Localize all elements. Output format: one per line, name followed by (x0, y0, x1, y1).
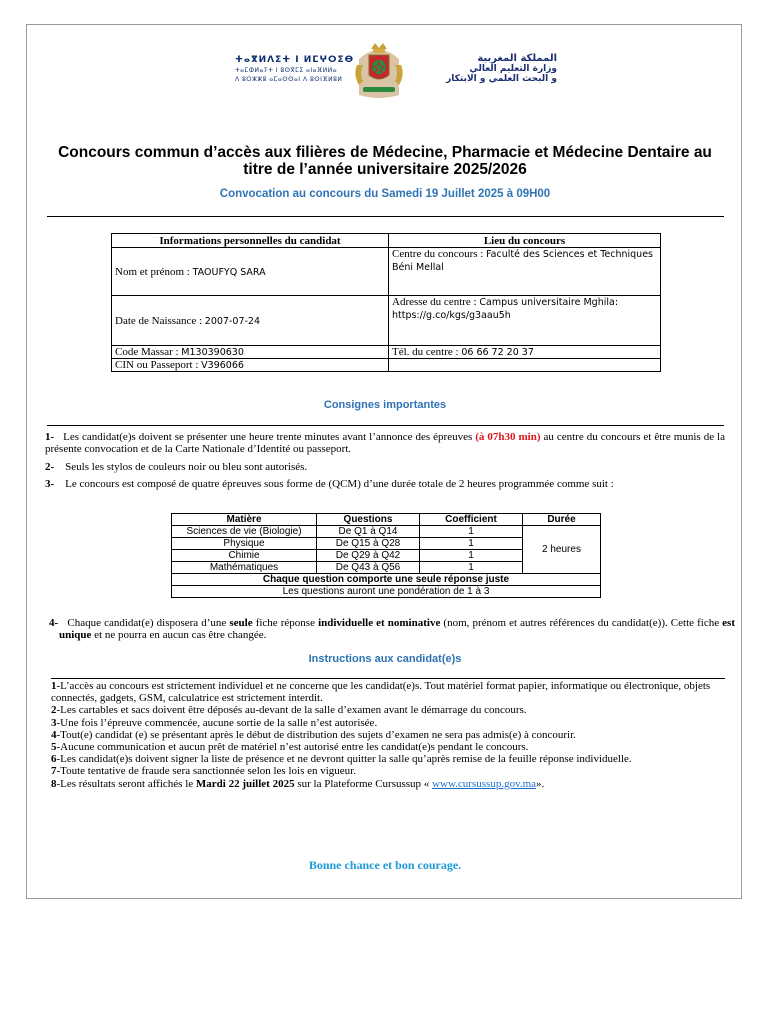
logo-left-line3: ⴷ ⵓⵔⵣⵣⵓ ⴰⵎⴰⵙⵙⴰⵏ ⴷ ⵓⵙⵏⴼⵍⵓⵍ (235, 76, 343, 83)
subject-cell: Sciences de vie (Biologie) (172, 526, 317, 538)
table-row (172, 574, 601, 586)
list-item (51, 765, 723, 777)
duration-cell: 2 heures (523, 526, 601, 574)
empty-cell (389, 359, 661, 372)
item-text: -Aucune communication et aucun prêt de matériel n’est autorisé entre les candidat(e)s pendant le concours. (56, 741, 529, 754)
item-text: Le concours est composé de quatre épreuves sous forme de (QCM) d’une durée totale de 2 heures programmée comme suit : (65, 478, 614, 490)
logo-left-line2: ⵜⴰⵎⵀⵍⴰⵢⵜ ⵏ ⵓⵙⴳⵎⵉ ⴰⵏⴰⴼⵍⵍⴰ (235, 67, 338, 74)
item-number: 8 (51, 777, 57, 790)
dob-label: Date de Naissance : (115, 314, 205, 327)
center-label: Centre du concours : (392, 248, 487, 260)
table-row (112, 248, 661, 296)
questions-cell: De Q1 à Q14 (317, 526, 420, 538)
cin-cell (112, 359, 389, 372)
item-number: 4 (51, 728, 57, 741)
item-number: 2- (45, 461, 55, 473)
questions-cell: De Q15 à Q28 (317, 538, 420, 550)
consignes-heading: Consignes importantes (323, 399, 447, 411)
convocation-page (26, 24, 742, 899)
table-row (172, 526, 601, 538)
item-text: -L’accès au concours est strictement individuel et ne concerne que les candidat(e)s. Tout matériel format papier, informatique ou électronique, objets connectés, gadgets, GSM, calculatrice est strictement interdit. (51, 680, 711, 705)
questions-cell: De Q43 à Q56 (317, 562, 420, 574)
coefficient-cell: 1 (420, 562, 523, 574)
table-header-row (172, 514, 601, 526)
exam-center-cell (389, 248, 661, 296)
col-header-coefficient: Coefficient (420, 514, 523, 526)
logo-right-line2: وزارة التعليم العالي (469, 64, 557, 74)
closing-message: Bonne chance et bon courage. (308, 858, 462, 872)
item-text: Seuls les stylos de couleurs noir ou bleu sont autorisés. (65, 461, 308, 473)
item-text: et ne pourra en aucun cas être changée. (91, 629, 267, 641)
page-title: Concours commun d’accès aux filières de Médecine, Pharmacie et Médecine Dentaire au titre de l’année universitaire 2025/2026 (58, 144, 712, 178)
massar-label: Code Massar : (115, 346, 182, 358)
logo-left-line1: ⵜⴰⴳⵍⴷⵉⵜ ⵏ ⵍⵎⵖⵔⵉⴱ (235, 55, 355, 65)
subject-cell: Chimie (172, 550, 317, 562)
item-text: sur la Plateforme Cursussup « (294, 777, 433, 790)
item-number: 3- (45, 478, 55, 490)
exam-schedule-table (171, 513, 601, 598)
massar-value: M130390630 (181, 347, 244, 358)
cursussup-link[interactable]: www.cursussup.gov.ma (432, 777, 537, 790)
item-text: -Tout(e) candidat (e) se présentant après le début de distribution des sujets d’examen ne sera pas admis(e) à concourir. (56, 728, 576, 741)
item-text: au centre du concours et être munis de la présente convocation et de la Carte Nationale d’Identité ou passeport. (45, 431, 725, 455)
col-header-questions: Questions (317, 514, 420, 526)
divider (47, 216, 724, 217)
item-emphasis: individuelle et nominative (318, 617, 441, 629)
center-address-cell (389, 296, 661, 346)
col-header-exam-location: Lieu du concours (389, 234, 661, 248)
consigne-item-3 (45, 478, 725, 490)
table-header-row (112, 234, 661, 248)
item-number: 1- (45, 431, 55, 443)
instructions-list (51, 680, 723, 790)
col-header-subject: Matière (172, 514, 317, 526)
convocation-date: Convocation au concours du Samedi 19 Juillet 2025 à 09H00 (219, 188, 551, 200)
item-text: fiche réponse (252, 617, 319, 629)
item-number: 5 (51, 741, 57, 754)
cin-label: CIN ou Passeport : (115, 359, 202, 371)
subject-cell: Mathématiques (172, 562, 317, 574)
coefficient-cell: 1 (420, 538, 523, 550)
col-header-duration: Durée (523, 514, 601, 526)
item-number: 6 (51, 753, 57, 766)
divider (47, 425, 724, 426)
item-emphasis: seule (229, 617, 253, 629)
questions-cell: De Q29 à Q42 (317, 550, 420, 562)
table-row (112, 359, 661, 372)
center-value: Faculté des Sciences et Techniques Béni Mellal (392, 249, 653, 273)
list-item (51, 729, 723, 741)
logo-right-line1: المملكة المغربية (477, 53, 557, 64)
birth-date-cell (112, 296, 389, 346)
item-text: Les candidat(e)s doivent se présenter une heure trente minutes avant l’annonce des épreuves (63, 431, 476, 443)
single-answer-note: Chaque question comporte une seule réponse juste (172, 574, 601, 586)
candidate-info-table (111, 233, 661, 372)
item-text: -Les candidat(e)s doivent signer la liste de présence et ne devront quitter la salle qu’après remise de la feuille réponse individuelle. (56, 753, 632, 766)
consigne-item-2 (45, 461, 725, 473)
name-label: Nom et prénom : (115, 265, 193, 278)
item-text: -Une fois l’épreuve commencée, aucune sortie de la salle n’est autorisée. (56, 716, 378, 729)
item-number: 7 (51, 765, 57, 778)
item-emphasis: est unique (59, 617, 735, 641)
item-text: ». (536, 777, 545, 790)
center-phone-cell (389, 346, 661, 359)
candidate-name-cell (112, 248, 389, 296)
weighting-note: Les questions auront une pondération de 1 à 3 (172, 586, 601, 598)
address-value: Campus universitaire Mghila: https://g.co/kgs/g3aau5h (392, 297, 619, 321)
table-row (172, 586, 601, 598)
item-text: Chaque candidat(e) disposera d’une (67, 617, 230, 629)
list-item (51, 680, 723, 704)
arrival-time: (à 07h30 min) (475, 431, 541, 443)
item-number: 4- (49, 617, 59, 629)
list-item (51, 704, 723, 716)
list-item (51, 753, 723, 765)
name-value: TAOUFYQ SARA (192, 266, 266, 278)
consigne-item-1 (45, 431, 725, 455)
item-text: (nom, prénom et autres références du candidat(e)). Cette fiche (440, 617, 723, 629)
item-number: 3 (51, 716, 57, 729)
address-label: Adresse du centre : (392, 296, 480, 308)
coat-of-arms-icon (349, 41, 409, 101)
logo-right-line3: و البحث العلمي و الابتكار (446, 74, 557, 84)
subject-cell: Physique (172, 538, 317, 550)
massar-code-cell (112, 346, 389, 359)
consigne-item-4 (49, 617, 735, 641)
cin-value: V396066 (201, 360, 244, 371)
coefficient-cell: 1 (420, 526, 523, 538)
item-number: 1 (51, 680, 57, 692)
results-date: Mardi 22 juillet 2025 (195, 777, 295, 790)
table-row (112, 346, 661, 359)
coefficient-cell: 1 (420, 550, 523, 562)
item-text: -Toute tentative de fraude sera sanctionnée selon les lois en vigueur. (56, 765, 356, 778)
phone-label: Tél. du centre : (392, 346, 462, 358)
ministry-logo-arabic (417, 53, 557, 93)
col-header-personal-info: Informations personnelles du candidat (112, 234, 389, 248)
dob-value: 2007-07-24 (204, 315, 261, 327)
list-item (51, 778, 723, 790)
instructions-heading: Instructions aux candidat(e)s (308, 653, 462, 665)
item-text: -Les résultats seront affichés le (56, 777, 196, 790)
item-text: -Les cartables et sacs doivent être déposés au-devant de la salle d’examen avant le démarrage du concours. (56, 704, 527, 717)
list-item (51, 717, 723, 729)
phone-value: 06 66 72 20 37 (461, 347, 534, 358)
table-row (112, 296, 661, 346)
ministry-logo-tifinagh (235, 55, 355, 95)
item-number: 2 (51, 704, 57, 717)
list-item (51, 741, 723, 753)
